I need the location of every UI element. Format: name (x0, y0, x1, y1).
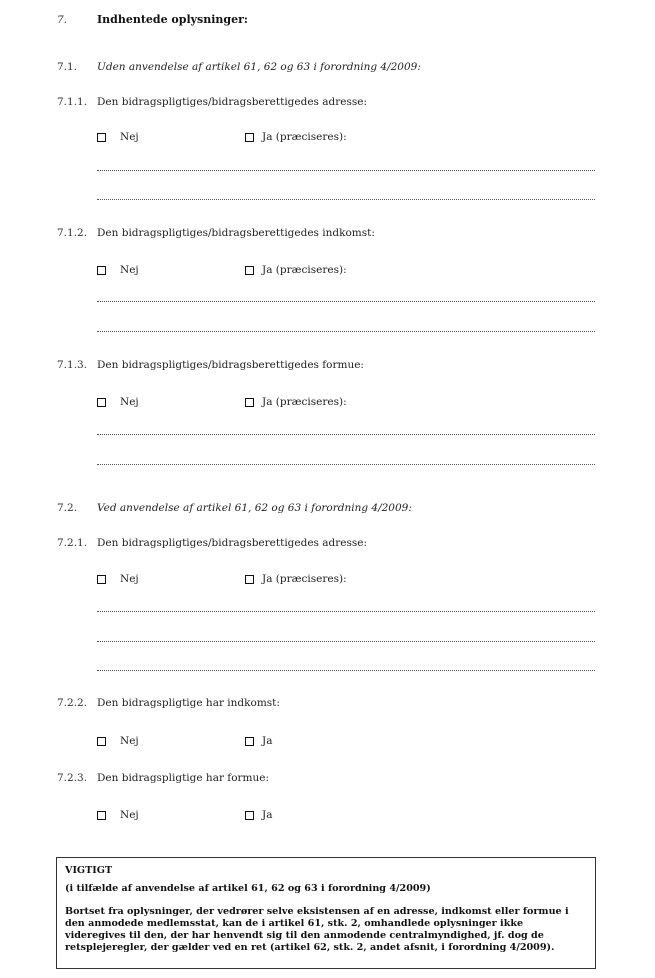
item-number: 7.2.3. (57, 772, 88, 784)
no-checkbox[interactable] (97, 398, 106, 407)
item-label: Den bidragspligtiges/bidragsberettigedes indkomst: (97, 227, 375, 239)
yes-label: Ja (præciseres): (262, 396, 347, 408)
yes-label: Ja (262, 809, 273, 821)
detail-line[interactable] (97, 199, 595, 200)
detail-line[interactable] (97, 670, 595, 671)
detail-line[interactable] (97, 611, 595, 612)
detail-line[interactable] (97, 170, 595, 171)
section-title: Indhentede oplysninger: (97, 13, 248, 26)
item-number: 7.2.2. (57, 697, 88, 709)
detail-line[interactable] (97, 434, 595, 435)
subsection-number: 7.1. (57, 61, 78, 73)
item-label: Den bidragspligtige har formue: (97, 772, 270, 784)
yes-label: Ja (præciseres): (262, 264, 347, 276)
yes-checkbox[interactable] (245, 575, 254, 584)
yes-checkbox[interactable] (245, 811, 254, 820)
notice-body: Bortset fra oplysninger, der vedrører selve eksistensen af en adresse, indkomst eller formue i den anmodede medlemsstat, kan de i artikel 61, stk. 2, omhandlede oplysninger ikke videregives til den, der har henvendt sig til den anmodende centralmyndighed, jf. dog de retsplejeregler, der gælder ved en ret (artikel 62, stk. 2, andet afsnit, i forordning 4/2009). (65, 906, 569, 953)
subsection-heading: Uden anvendelse af artikel 61, 62 og 63 i forordning 4/2009: (97, 61, 421, 73)
yes-checkbox[interactable] (245, 737, 254, 746)
no-label: Nej (120, 396, 139, 408)
important-notice (56, 857, 596, 969)
no-checkbox[interactable] (97, 737, 106, 746)
no-checkbox[interactable] (97, 266, 106, 275)
no-checkbox[interactable] (97, 811, 106, 820)
item-number: 7.1.1. (57, 96, 88, 108)
no-label: Nej (120, 264, 139, 276)
no-checkbox[interactable] (97, 133, 106, 142)
detail-line[interactable] (97, 464, 595, 465)
yes-label: Ja (262, 735, 273, 747)
item-label: Den bidragspligtiges/bidragsberettigedes formue: (97, 359, 364, 371)
detail-line[interactable] (97, 641, 595, 642)
yes-checkbox[interactable] (245, 133, 254, 142)
yes-label: Ja (præciseres): (262, 573, 347, 585)
no-label: Nej (120, 809, 139, 821)
no-label: Nej (120, 735, 139, 747)
notice-subtitle: (i tilfælde af anvendelse af artikel 61, 62 og 63 i forordning 4/2009) (65, 883, 431, 894)
item-number: 7.2.1. (57, 537, 88, 549)
item-label: Den bidragspligtige har indkomst: (97, 697, 280, 709)
subsection-number: 7.2. (57, 502, 78, 514)
no-label: Nej (120, 131, 139, 143)
notice-title: VIGTIGT (65, 865, 113, 876)
no-label: Nej (120, 573, 139, 585)
item-number: 7.1.2. (57, 227, 88, 239)
detail-line[interactable] (97, 331, 595, 332)
item-label: Den bidragspligtiges/bidragsberettigedes adresse: (97, 96, 368, 108)
item-label: Den bidragspligtiges/bidragsberettigedes adresse: (97, 537, 368, 549)
yes-checkbox[interactable] (245, 398, 254, 407)
subsection-heading: Ved anvendelse af artikel 61, 62 og 63 i forordning 4/2009: (97, 502, 412, 514)
section-number: 7. (57, 14, 68, 26)
yes-checkbox[interactable] (245, 266, 254, 275)
item-number: 7.1.3. (57, 359, 88, 371)
detail-line[interactable] (97, 301, 595, 302)
yes-label: Ja (præciseres): (262, 131, 347, 143)
no-checkbox[interactable] (97, 575, 106, 584)
